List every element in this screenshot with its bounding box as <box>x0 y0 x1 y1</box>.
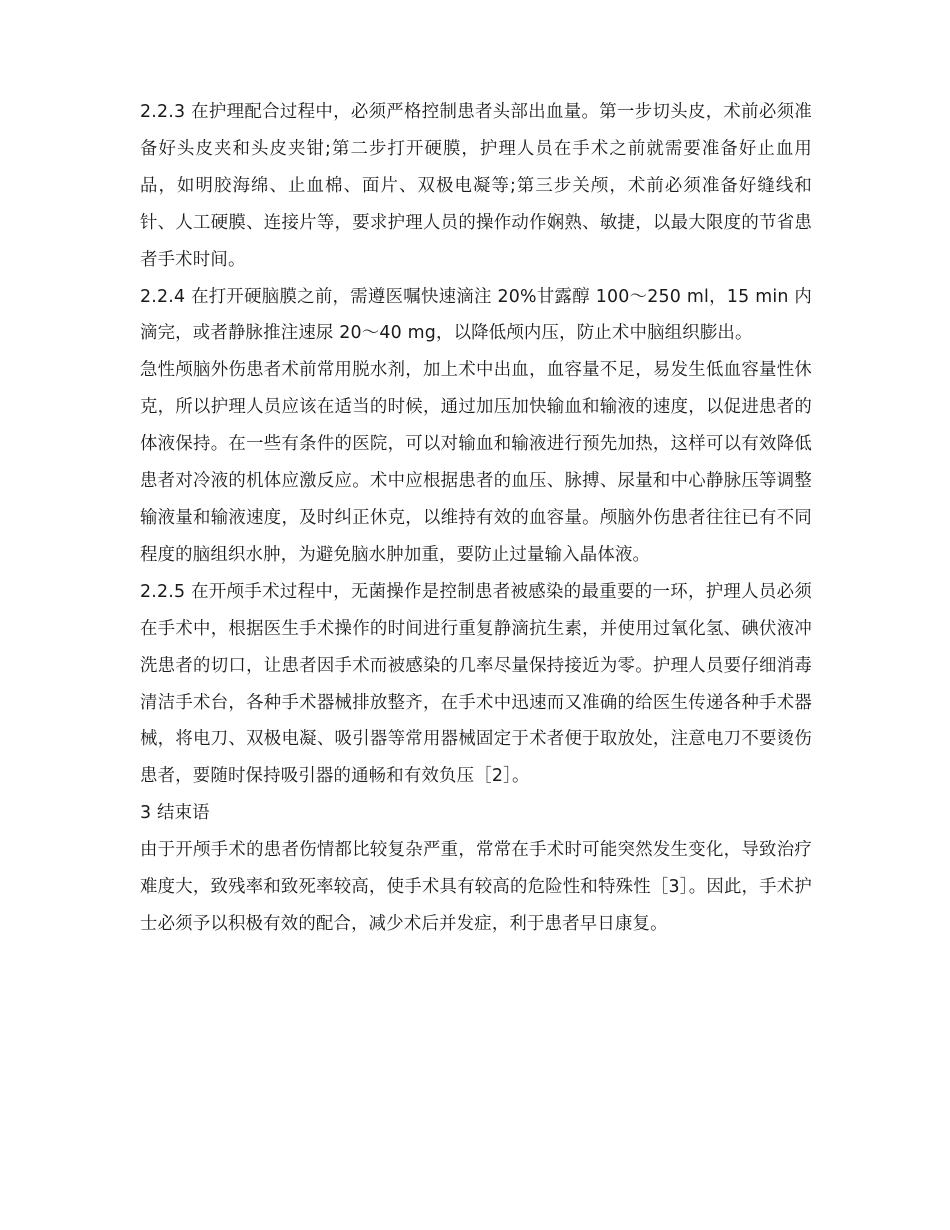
section-heading-conclusion: 3 结束语 <box>140 803 210 824</box>
paragraph-2-2-3: 2.2.3 在护理配合过程中，必须严格控制患者头部出血量。第一步切头皮，术前必须准备好头皮夹和头皮夹钳;第二步打开硬膜，护理人员在手术之前就需要准备好止血用品，如明胶海绵、止血棉、面片、双极电凝等;第三步关颅，术前必须准备好缝线和针、人工硬膜、连接片等，要求护理人员的操作动作娴熟、敏捷，以最大限度的节省患者手术时间。 <box>140 102 812 270</box>
paragraph-2-2-4-continued: 急性颅脑外伤患者术前常用脱水剂，加上术中出血，血容量不足，易发生低血容量性休克，所以护理人员应该在适当的时候，通过加压加快输血和输液的速度，以促进患者的体液保持。在一些有条件的医院，可以对输血和输液进行预先加热，这样可以有效降低患者对冷液的机体应激反应。术中应根据患者的血压、脉搏、尿量和中心静脉压等调整输液量和输液速度，及时纠正休克，以维持有效的血容量。颅脑外伤患者往往已有不同程度的脑组织水肿，为避免脑水肿加重，要防止过量输入晶体液。 <box>140 360 812 565</box>
paragraph-2-2-5: 2.2.5 在开颅手术过程中，无菌操作是控制患者被感染的最重要的一环，护理人员必须在手术中，根据医生手术操作的时间进行重复静滴抗生素，并使用过氧化氢、碘伏液冲洗患者的切口，让患者因手术而被感染的几率尽量保持接近为零。护理人员要仔细消毒清洁手术台，各种手术器械排放整齐，在手术中迅速而又准确的给医生传递各种手术器械，将电刀、双极电凝、吸引器等常用器械固定于术者便于取放处，注意电刀不要烫伤患者，要随时保持吸引器的通畅和有效负压［2］。 <box>140 581 812 787</box>
document-body <box>140 94 812 943</box>
paragraph-2-2-4: 2.2.4 在打开硬脑膜之前，需遵医嘱快速滴注 20%甘露醇 100～250 ml，15 min 内滴完，或者静脉推注速尿 20～40 mg，以降低颅内压，防止术中脑组织膨出。 <box>140 286 812 344</box>
paragraph-conclusion: 由于开颅手术的患者伤情都比较复杂严重，常常在手术时可能突然发生变化，导致治疗难度大，致残率和致死率较高，使手术具有较高的危险性和特殊性［3］。因此，手术护士必须予以积极有效的配合，减少术后并发症，利于患者早日康复。 <box>140 840 812 934</box>
